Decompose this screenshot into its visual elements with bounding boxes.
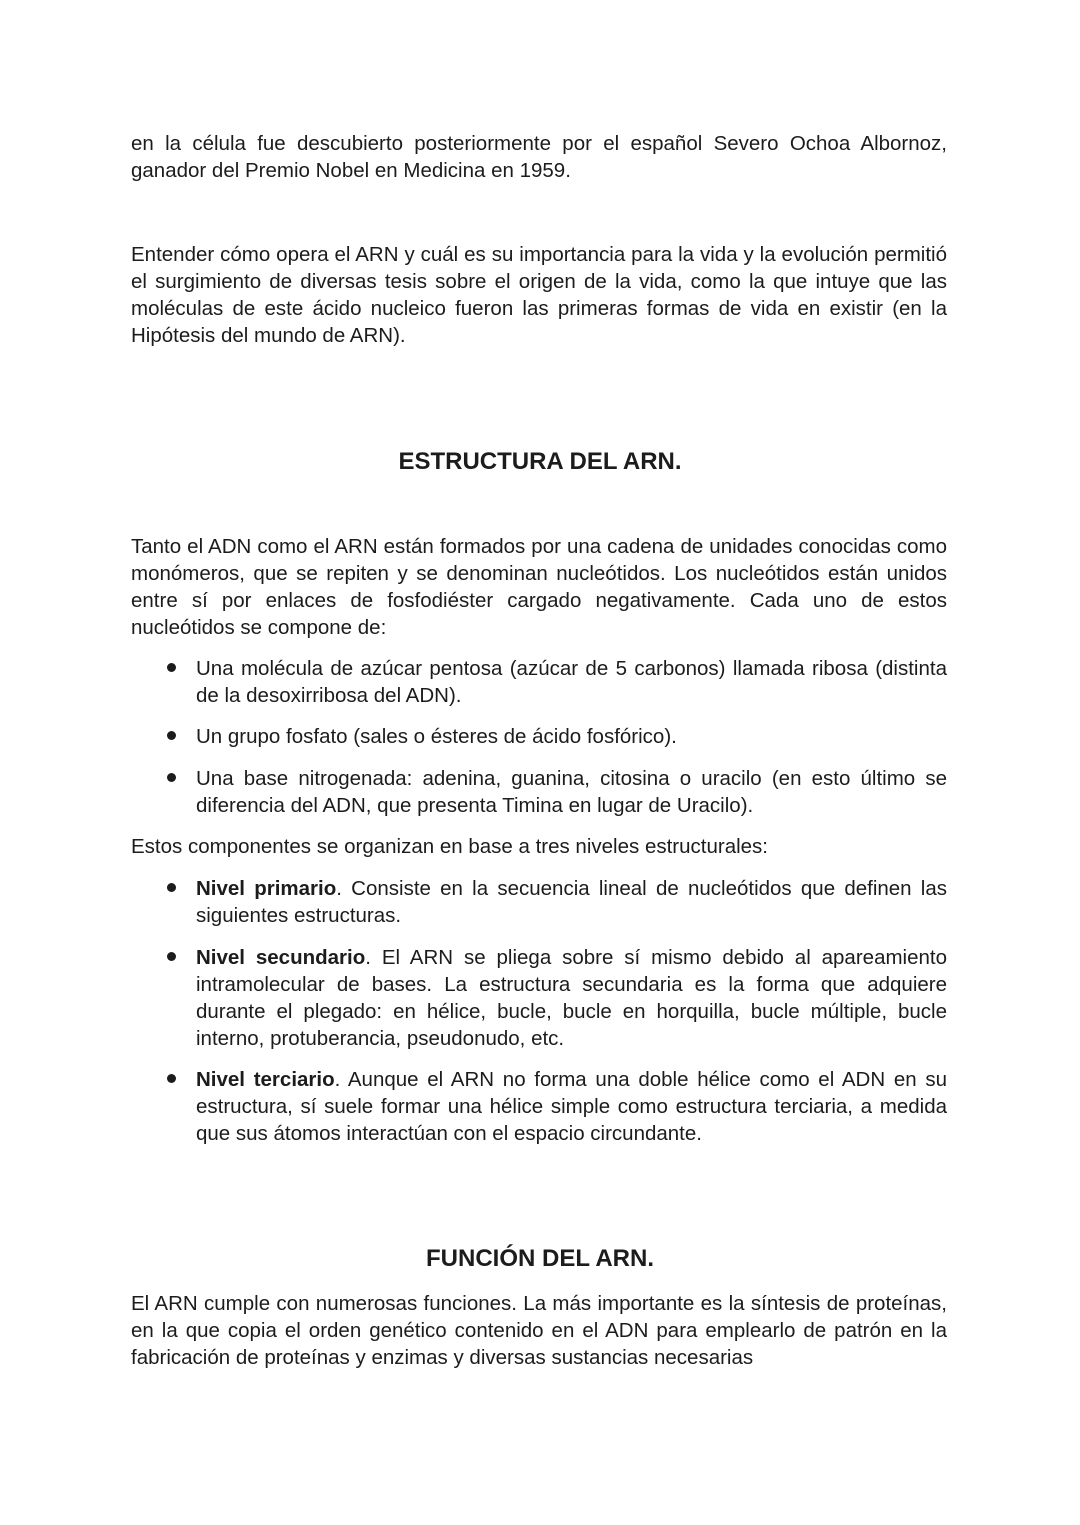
- funcion-paragraph: El ARN cumple con numerosas funciones. La más importante es la síntesis de proteínas, en la que copia el orden genético contenido en el ADN para emplearlo de patrón en la fabricación de proteínas y enzimas y diversas sustancias necesarias: [131, 1292, 947, 1369]
- level-term: Nivel secundario: [196, 946, 366, 969]
- level-description: . El ARN se pliega sobre sí mismo debido al apareamiento intramolecular de bases. La estructura secundaria es la forma que adquiere durante el plegado: en hélice, bucle, bucle en horquilla, bucle múltiple, bucle interno, protuberancia, pseudonudo, etc.: [196, 946, 947, 1050]
- component-text: Una base nitrogenada: adenina, guanina, citosina o uracilo (en esto último se diferencia del ADN, que presenta Timina en lugar de Uracilo).: [196, 767, 947, 817]
- section-heading-funcion: FUNCIÓN DEL ARN.: [426, 1245, 654, 1272]
- level-text: [196, 944, 947, 1052]
- estructura-intro-paragraph: Tanto el ADN como el ARN están formados por una cadena de unidades conocidas como monómeros, que se repiten y se denominan nucleótidos. Los nucleótidos están unidos entre sí por enlaces de fosfodiéster cargado negativamente. Cada uno de estos nucleótidos se compone de:: [131, 535, 947, 639]
- level-term: Nivel terciario: [196, 1068, 335, 1091]
- bullet-icon: [167, 1074, 176, 1083]
- level-text: [196, 1066, 947, 1147]
- intro-paragraph-evolution: Entender cómo opera el ARN y cuál es su importancia para la vida y la evolución permitió el surgimiento de diversas tesis sobre el origen de la vida, como la que intuye que las moléculas de este ácido nucleico fueron las primeras formas de vida en existir (en la Hipótesis del mundo de ARN).: [131, 243, 947, 347]
- intro-paragraph-continuation: en la célula fue descubierto posteriormente por el español Severo Ochoa Albornoz, ganador del Premio Nobel en Medicina en 1959.: [131, 132, 947, 182]
- level-description: . Consiste en la secuencia lineal de nucleótidos que definen las siguientes estructuras.: [196, 877, 947, 927]
- bullet-icon: [167, 663, 176, 672]
- bullet-icon: [167, 731, 176, 740]
- bullet-icon: [167, 883, 176, 892]
- level-description: . Aunque el ARN no forma una doble hélice como el ADN en su estructura, sí suele formar una hélice simple como estructura terciaria, a medida que sus átomos interactúan con el espacio circundante.: [196, 1068, 947, 1145]
- level-text: [196, 875, 947, 929]
- component-text: Una molécula de azúcar pentosa (azúcar de 5 carbonos) llamada ribosa (distinta de la desoxirribosa del ADN).: [196, 657, 947, 707]
- bullet-icon: [167, 952, 176, 961]
- section-heading-estructura: ESTRUCTURA DEL ARN.: [398, 448, 682, 475]
- level-term: Nivel primario: [196, 877, 337, 900]
- bullet-icon: [167, 773, 176, 782]
- levels-intro-paragraph: Estos componentes se organizan en base a tres niveles estructurales:: [131, 835, 768, 858]
- component-text: Un grupo fosfato (sales o ésteres de ácido fosfórico).: [196, 725, 677, 748]
